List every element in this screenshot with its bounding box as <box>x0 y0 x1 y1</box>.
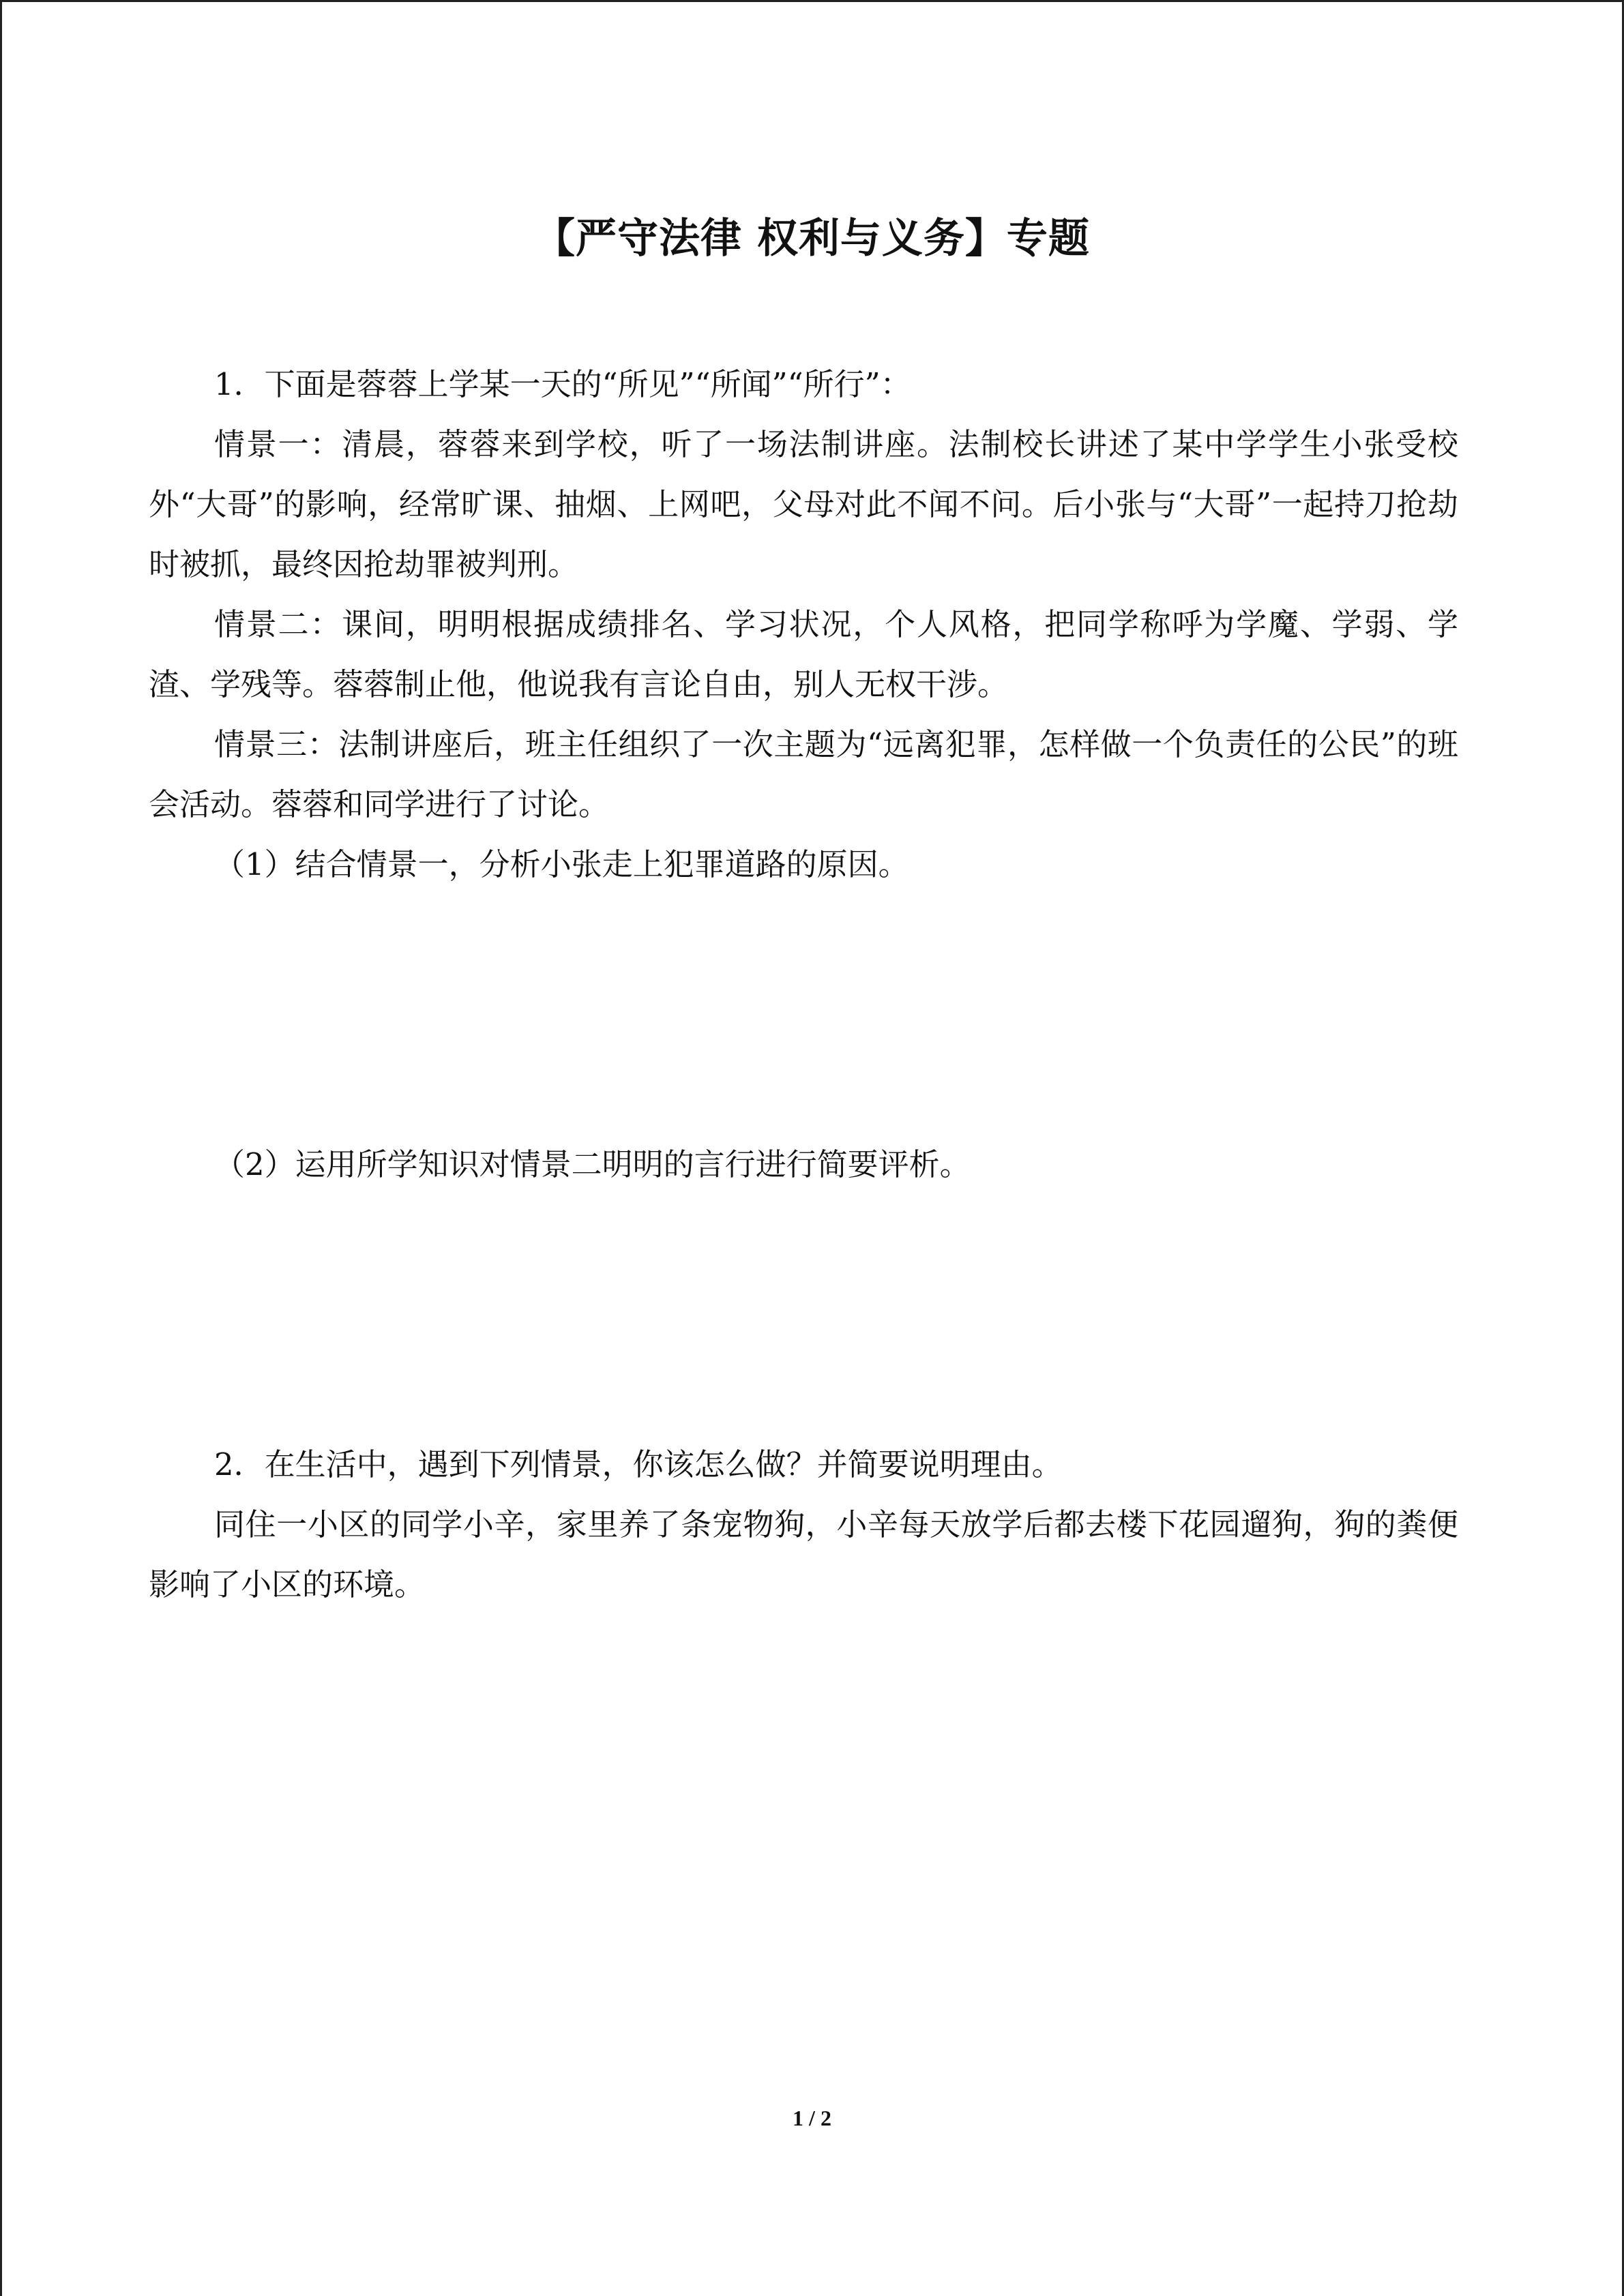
answer-space <box>149 1195 1458 1435</box>
question-1-stem: 1．下面是蓉蓉上学某一天的“所见”“所闻”“所行”： <box>214 366 911 402</box>
question-2-scenario: 同住一小区的同学小辛，家里养了条宠物狗，小辛每天放学后都去楼下花园遛狗，狗的粪便影响了小区的环境。 <box>149 1506 1458 1602</box>
question-2-stem: 2．在生活中，遇到下列情景，你该怎么做？并简要说明理由。 <box>214 1446 1063 1482</box>
scenario-2-paragraph: 情景二：课间，明明根据成绩排名、学习状况，个人风格，把同学称呼为学魔、学弱、学渣、学残等。蓉蓉制止他，他说我有言论自由，别人无权干涉。 <box>149 606 1458 702</box>
answer-space <box>149 895 1458 1135</box>
document-title: 【严守法律 权利与义务】专题 <box>534 215 1090 263</box>
scenario-1-paragraph: 情景一：清晨，蓉蓉来到学校，听了一场法制讲座。法制校长讲述了某中学学生小张受校外“大哥”的影响，经常旷课、抽烟、上网吧，父母对此不闻不问。后小张与“大哥”一起持刀抢劫时被抓，最终因抢劫罪被判刑。 <box>149 426 1458 582</box>
page-number: 1 / 2 <box>793 2106 831 2130</box>
scenario-3-paragraph: 情景三：法制讲座后，班主任组织了一次主题为“远离犯罪，怎样做一个负责任的公民”的班会活动。蓉蓉和同学进行了讨论。 <box>149 726 1458 822</box>
subquestion-2: （2）运用所学知识对情景二明明的言行进行简要评析。 <box>214 1146 971 1182</box>
subquestion-1: （1）结合情景一，分析小张走上犯罪道路的原因。 <box>214 846 909 882</box>
document-body <box>149 355 1458 1615</box>
